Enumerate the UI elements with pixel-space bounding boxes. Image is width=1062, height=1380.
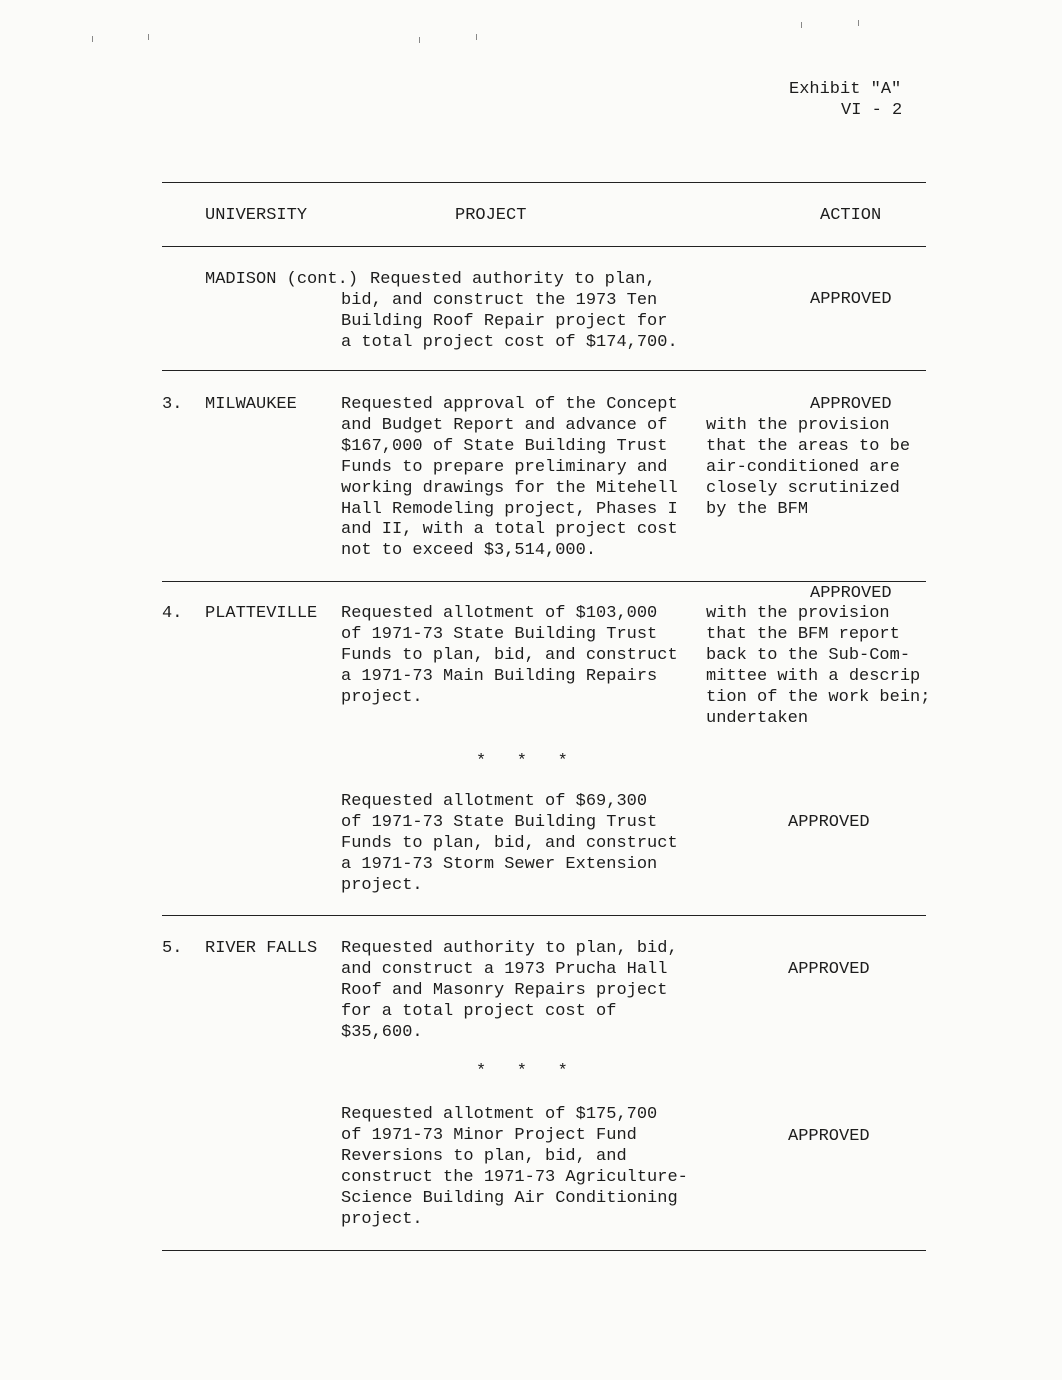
header-bottom-rule (162, 246, 926, 247)
row-action: APPROVED (810, 290, 892, 309)
scan-mark (476, 34, 477, 40)
row-action: APPROVED (810, 584, 892, 603)
row-number: 3. (162, 395, 183, 414)
scan-mark (801, 22, 802, 28)
row-number: 5. (162, 939, 183, 958)
separator-asterisks: * * * (476, 752, 568, 771)
row-number: 4. (162, 604, 183, 623)
row-action: APPROVED (810, 395, 892, 414)
row-divider (162, 915, 926, 916)
row-university: RIVER FALLS (205, 939, 318, 958)
scan-mark (148, 34, 149, 40)
table-bottom-rule (162, 1250, 926, 1251)
row-project: bid, and construct the 1973 Ten Building Roof Repair project for a total project cost of $174,700. (341, 291, 678, 352)
row-action: APPROVED (788, 813, 870, 832)
row-divider (162, 370, 926, 371)
row-divider (162, 581, 926, 582)
exhibit-label: Exhibit "A" (789, 80, 902, 99)
row-university: PLATTEVILLE (205, 604, 318, 623)
row-action: APPROVED (788, 1127, 870, 1146)
row-university: MADISON (cont.) (205, 270, 359, 289)
row-university: MILWAUKEE (205, 395, 297, 414)
row-action-note: with the provision that the BFM report back to the Sub-Com- mittee with a descrip tion of the work bein; undertaken (706, 604, 931, 728)
row-project: Requested allotment of $103,000 of 1971-73 State Building Trust Funds to plan, bid, and construct a 1971-73 Main Building Repairs project. (341, 604, 678, 707)
row-action-note: with the provision that the areas to be air-conditioned are closely scrutinized by the BFM (706, 416, 911, 519)
table-top-rule (162, 182, 926, 183)
separator-asterisks: * * * (476, 1062, 568, 1081)
row-action: APPROVED (788, 960, 870, 979)
page-number: VI - 2 (841, 101, 903, 120)
scan-mark (419, 37, 420, 43)
row-project: Requested authority to plan, bid, and construct a 1973 Prucha Hall Roof and Masonry Repairs project for a total project cost of $35,600. (341, 939, 678, 1042)
row-project: Requested allotment of $69,300 of 1971-73 State Building Trust Funds to plan, bid, and construct a 1971-73 Storm Sewer Extension project. (341, 792, 678, 895)
column-header-action: ACTION (820, 206, 882, 225)
row-project: Requested allotment of $175,700 of 1971-73 Minor Project Fund Reversions to plan, bid, and construct the 1971-73 Agriculture- Science Building Air Conditioning project. (341, 1105, 688, 1229)
scan-mark (92, 36, 93, 42)
column-header-project: PROJECT (455, 206, 527, 225)
column-header-university: UNIVERSITY (205, 206, 308, 225)
row-project: Requested approval of the Concept and Budget Report and advance of $167,000 of State Building Trust Funds to prepare preliminary and working drawings for the Mitehell Hall Remodeling project, Phases I and II, with a total project cost not to exceed $3,514,000. (341, 395, 678, 561)
row-project: Requested authority to plan, (370, 270, 656, 289)
scan-mark (858, 20, 859, 26)
